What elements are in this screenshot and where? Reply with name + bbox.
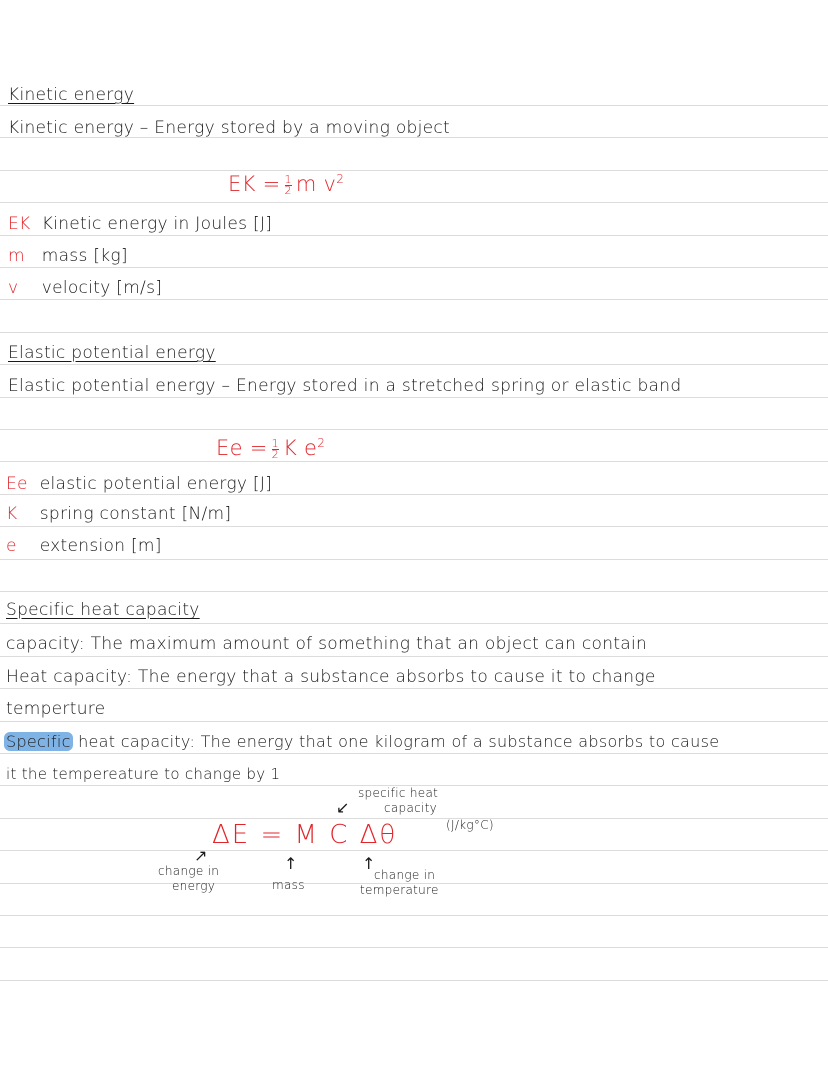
annotation: change in xyxy=(374,868,436,882)
ruled-line xyxy=(0,559,828,560)
ruled-line xyxy=(0,753,828,754)
term-row: Ee elastic potential energy [J] xyxy=(6,474,273,494)
ruled-line xyxy=(0,526,828,527)
arrow-icon: ↑ xyxy=(284,854,298,873)
ruled-line xyxy=(0,170,828,171)
ruled-line xyxy=(0,721,828,722)
term-row: K spring constant [N/m] xyxy=(6,504,232,524)
ruled-line xyxy=(0,364,828,365)
shc-line: Heat capacity: The energy that a substance absorbs to cause it to change xyxy=(6,667,656,687)
ruled-line xyxy=(0,915,828,916)
kinetic-definition: Kinetic energy – Energy stored by a moving object xyxy=(8,118,451,138)
shc-line: capacity: The maximum amount of something that an object can contain xyxy=(6,634,648,654)
annotation: change in xyxy=(158,864,220,878)
annotation: mass xyxy=(272,878,305,892)
shc-title: Specific heat capacity xyxy=(6,600,200,620)
elastic-formula: Ee = $\frac{1}{2}$ K $e^2$ xyxy=(216,436,326,461)
ruled-line xyxy=(0,299,828,300)
ruled-line xyxy=(0,461,828,462)
ruled-line xyxy=(0,202,828,203)
ruled-line xyxy=(0,235,828,236)
shc-line: it the tempereature to change by 1 xyxy=(6,765,281,783)
ruled-line xyxy=(0,591,828,592)
ruled-line xyxy=(0,850,828,851)
formula-rhs: m v xyxy=(295,172,337,196)
kinetic-formula xyxy=(228,172,344,196)
ruled-line xyxy=(0,397,828,398)
annotation: specific heat xyxy=(358,786,439,800)
arrow-icon: ↗ xyxy=(194,846,208,865)
annotation: (J/kg°C) xyxy=(446,818,494,832)
arrow-icon: ↑ xyxy=(362,854,376,873)
fraction: $\frac{1}{2}$ xyxy=(284,172,292,197)
formula-lhs: EK = xyxy=(228,172,281,196)
arrow-icon: ↙ xyxy=(336,798,350,817)
shc-line: temperture xyxy=(6,699,106,719)
annotation: capacity xyxy=(384,801,438,815)
shc-line: Specific heat capacity: The energy that one kilogram of a substance absorbs to cause xyxy=(6,732,720,751)
ruled-line xyxy=(0,688,828,689)
ruled-line xyxy=(0,947,828,948)
ruled-line xyxy=(0,429,828,430)
annotation: energy xyxy=(172,879,216,893)
ruled-line xyxy=(0,818,828,819)
term-row: e extension [m] xyxy=(6,536,162,556)
ruled-line xyxy=(0,656,828,657)
term-row: EK Kinetic energy in Joules [J] xyxy=(8,214,273,234)
ruled-line xyxy=(0,332,828,333)
ruled-line xyxy=(0,267,828,268)
exponent: 2 xyxy=(336,172,345,186)
ruled-line xyxy=(0,980,828,981)
shc-formula: ΔE = M C Δθ xyxy=(212,820,398,850)
term-row: m mass [kg] xyxy=(8,246,128,266)
ruled-line xyxy=(0,494,828,495)
kinetic-title: Kinetic energy xyxy=(8,85,135,105)
elastic-definition: Elastic potential energy – Energy stored in a stretched spring or elastic band xyxy=(8,376,682,396)
ruled-line xyxy=(0,623,828,624)
ruled-line xyxy=(0,105,828,106)
annotation: temperature xyxy=(360,883,439,897)
elastic-title: Elastic potential energy xyxy=(8,343,216,363)
term-row: v velocity [m/s] xyxy=(8,278,163,298)
highlight: Specific xyxy=(6,732,71,751)
